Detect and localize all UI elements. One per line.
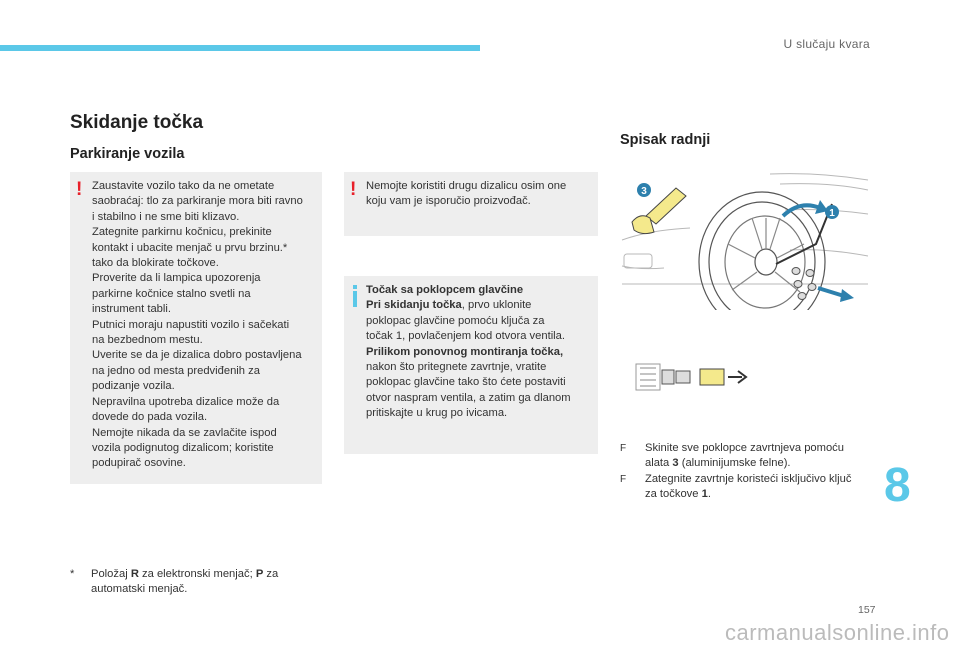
page-title: Skidanje točka [70, 112, 204, 133]
warning-icon: ! [76, 179, 83, 200]
list-item: F Skinite sve poklopce zavrtnjeva pomoću alata 3 (aluminijumske felne). [620, 442, 844, 470]
warning-line: Putnici moraju napustiti vozilo i sačekati [92, 318, 290, 331]
warning-line: na bezbednom mestu. [92, 334, 203, 347]
hubcap-info-box [344, 276, 598, 454]
warning-line: Nemojte nikada da se zavlačite ispod [92, 426, 277, 439]
parking-warning-box [70, 172, 322, 484]
info-removal-line [366, 298, 592, 313]
warning-line: tako da blokirate točkove. [92, 257, 219, 270]
warning-icon: ! [350, 179, 357, 200]
section-heading-steps: Spisak radnji [620, 132, 711, 148]
info-text: , prvo uklonite [461, 299, 532, 312]
watermark: carmanualsonline.info [725, 620, 950, 645]
info-text: nakon što pritegnete zavrtnje, vratite [366, 361, 547, 374]
parking-warning-text [92, 179, 316, 472]
warning-line: Zategnite parkirnu kočnicu, prekinite [92, 226, 272, 239]
footnote-text: Položaj R za elektronski menjač; P za automatski menjač. [91, 568, 279, 596]
warning-line: koju vam je isporučio proizvođač. [366, 195, 531, 208]
warning-line: i stabilno i ne sme biti klizavo. [92, 210, 240, 223]
bullet-marker: F [620, 443, 627, 454]
bullet-marker: F [620, 473, 627, 485]
key-adapter-icon [700, 369, 724, 385]
warning-line: dovede do pada vozila. [92, 411, 208, 424]
info-text: točak 1, povlačenjem kod otvora ventila. [366, 330, 565, 343]
info-text: poklopac glavčine tako što ćete postaviti [366, 376, 566, 389]
info-text: otvor naspram ventila, a zatim ga dlanom [366, 391, 571, 404]
warning-line: Nepravilna upotreba dizalice može da [92, 395, 280, 408]
svg-text:1: 1 [829, 208, 835, 219]
warning-line: Uverite se da je dizalica dobro postavljena [92, 349, 302, 362]
section-heading-parking: Parkiranje vozila [70, 146, 185, 162]
step-list [620, 441, 870, 503]
warning-line: podupirač osovine. [92, 457, 186, 470]
callout-1 [825, 205, 839, 219]
bolt-removal-arrow-icon [818, 288, 854, 302]
warning-line: kontakt i ubacite menjač u prvu brzinu.* [92, 241, 288, 254]
chapter-number: 8 [884, 459, 911, 512]
warning-line: Nemojte koristiti drugu dizalicu osim one [366, 180, 567, 192]
warning-line: na jedno od mesta predviđenih za [92, 364, 260, 377]
wheel-removal-illustration [620, 170, 870, 310]
page-number: 157 [858, 604, 876, 616]
list-item: F Zategnite zavrtnje koristeći isključivo ključ za točkove 1. [620, 472, 852, 501]
info-text: poklopac glavčine pomoću ključa za [366, 314, 545, 327]
warning-line: instrument tabli. [92, 303, 171, 316]
warning-line: Zaustavite vozilo tako da ne ometate [92, 180, 275, 192]
arrow-icon [728, 371, 746, 383]
warning-line: saobraćaj: tlo za parkiranje mora biti ravno [92, 195, 303, 208]
warning-line: podizanje vozila. [92, 380, 175, 393]
info-title: Točak sa poklopcem glavčine [366, 284, 524, 296]
info-icon [353, 285, 357, 307]
footnote [70, 567, 322, 598]
warning-line: vozila podignutog dizalicom; koristite [92, 441, 274, 454]
warning-line: parkirne kočnice stalno svetli na [92, 287, 251, 300]
chapter-title: U slučaju kvara [783, 37, 870, 51]
info-removal-label: Pri skidanju točka [366, 299, 462, 312]
anti-theft-key-illustration [632, 360, 752, 394]
jack-warning-box [344, 172, 598, 236]
hubcap-info-text [366, 283, 592, 422]
svg-text:3: 3 [641, 186, 647, 197]
info-text: pritiskajte u krug po ivicama. [366, 407, 508, 420]
warning-line: Proverite da li lampica upozorenja [92, 272, 261, 285]
footnote-marker: * [70, 568, 75, 580]
rotation-arrow-icon [783, 200, 828, 216]
jack-warning-text [366, 179, 592, 210]
info-refit-label: Prilikom ponovnog montiranja točka, [366, 345, 564, 358]
header-accent-bar [0, 45, 480, 51]
callout-3 [637, 183, 651, 197]
